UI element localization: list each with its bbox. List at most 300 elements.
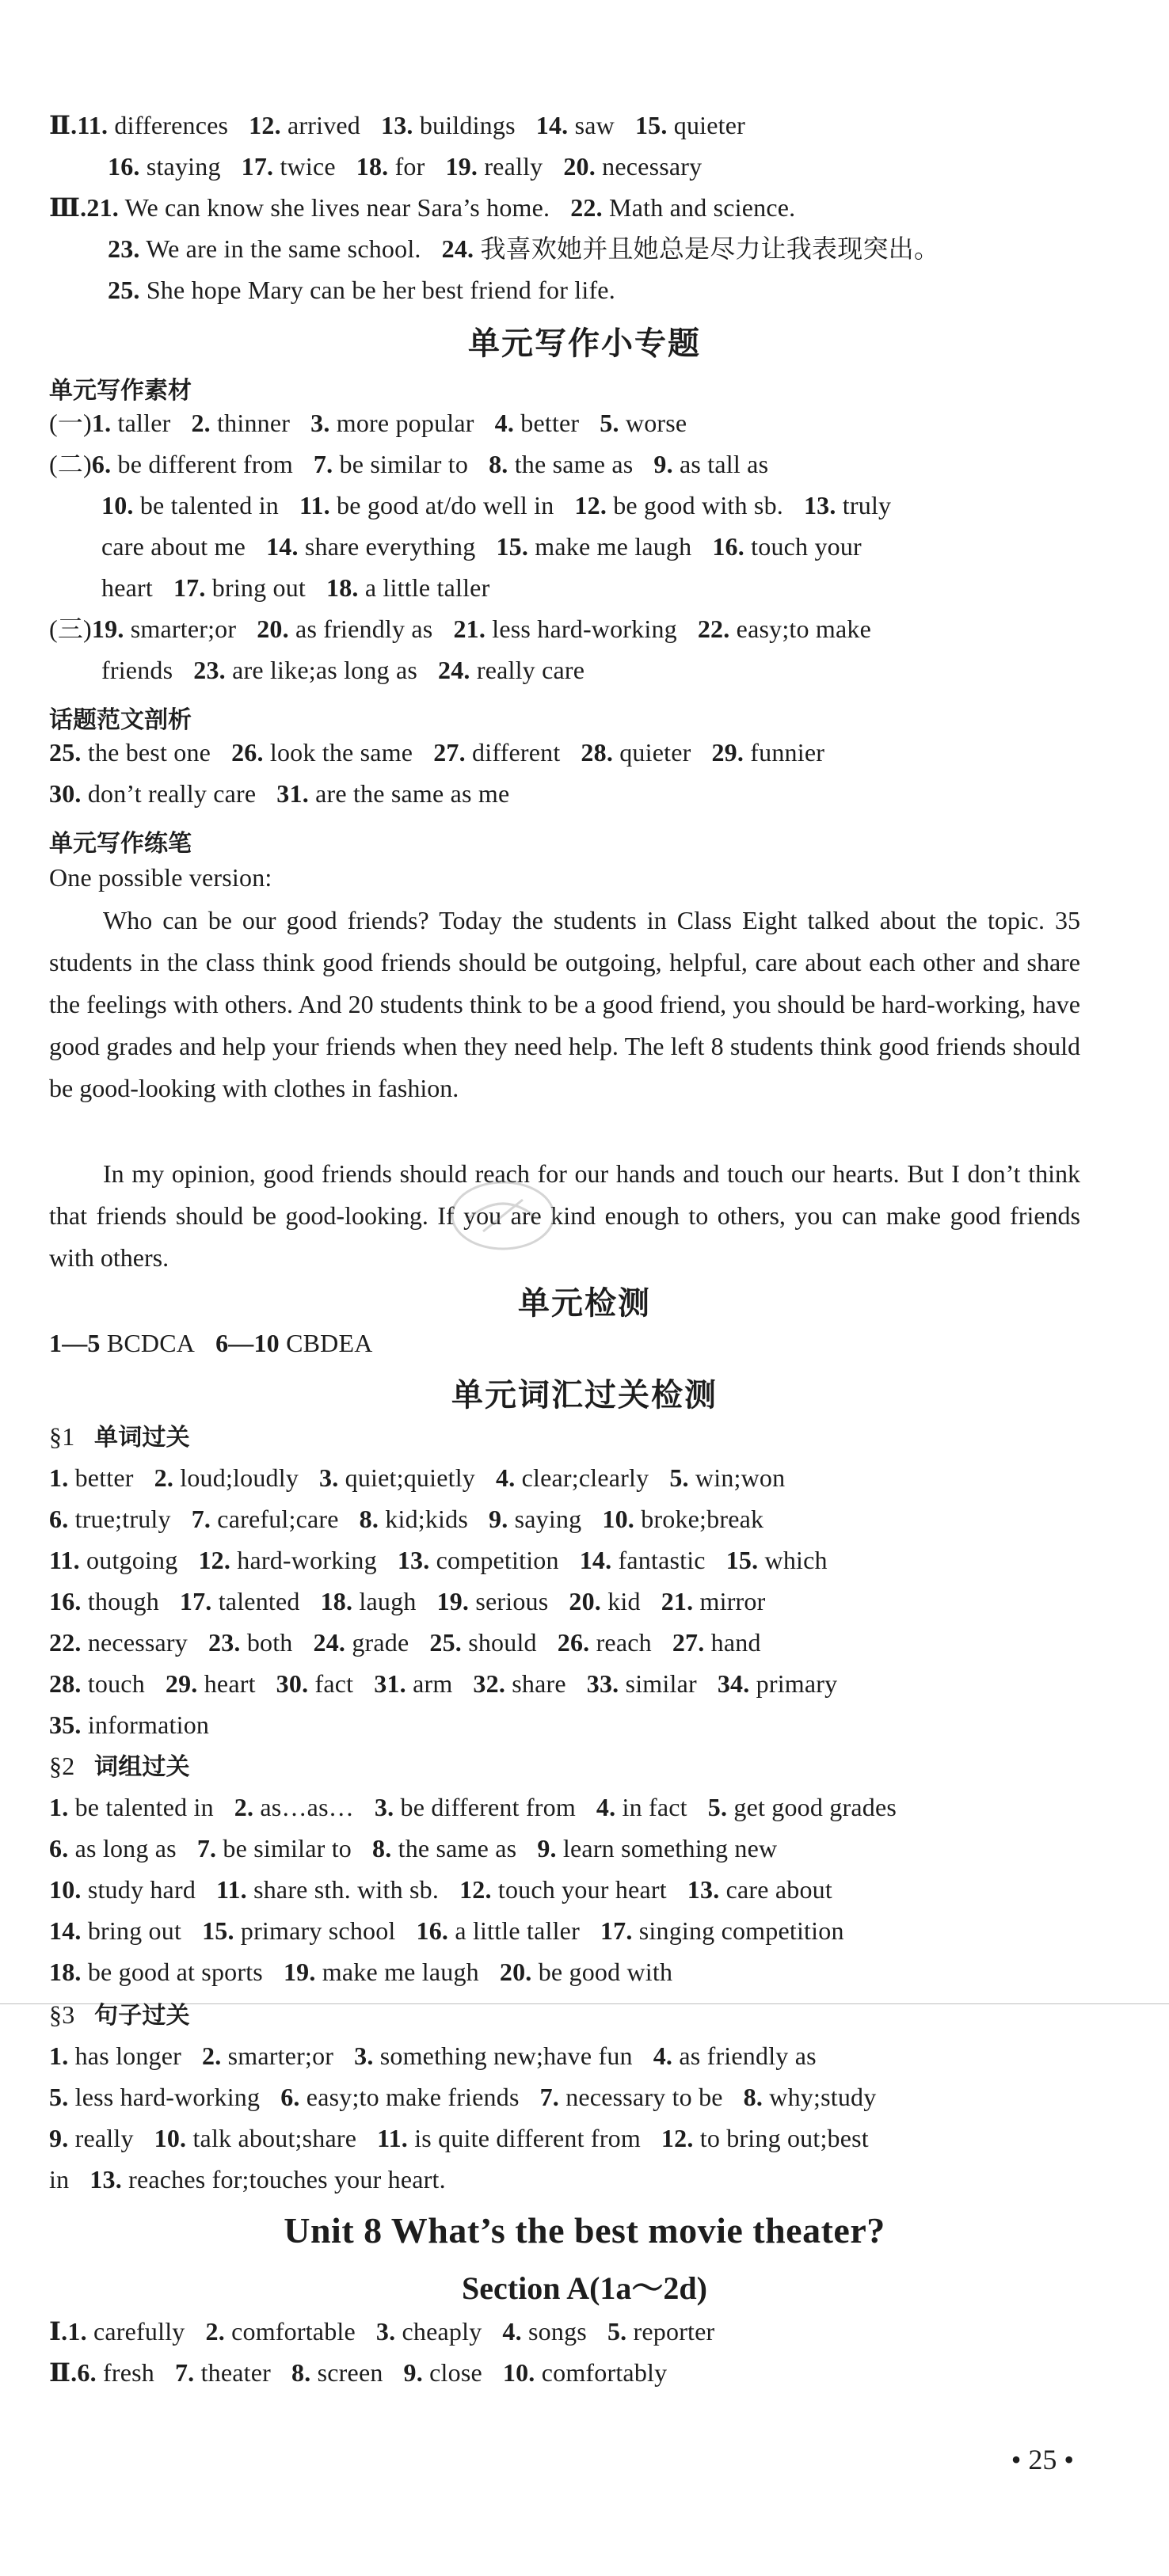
item-number: 16. — [49, 1587, 82, 1615]
item-answer: really — [484, 152, 543, 181]
item-answer: close — [429, 2358, 482, 2387]
item-number: 5. — [707, 1793, 728, 1821]
item-answer: Math and science. — [609, 193, 796, 222]
item-answer: CBDEA — [286, 1329, 373, 1357]
item-answer: careful;care — [217, 1505, 339, 1533]
item-answer: care about me — [101, 532, 246, 561]
answer-item — [602, 1505, 763, 1533]
item-answer: study hard — [87, 1875, 196, 1904]
item-answer: buildings — [419, 111, 516, 139]
answer-item — [446, 152, 543, 181]
answer-item — [744, 2083, 877, 2111]
answer-item — [101, 573, 153, 602]
answer-item — [49, 1875, 196, 1904]
answer-item — [495, 409, 580, 437]
answer-item — [661, 2124, 869, 2152]
subsection-header: §2 词组过关 — [49, 1752, 190, 1781]
answer-item — [257, 615, 432, 643]
answer-line — [101, 572, 1129, 603]
answer-item — [166, 1669, 256, 1698]
page-number: • 25 • — [1011, 2444, 1074, 2475]
answer-item — [216, 1875, 439, 1904]
item-answer: be different from — [117, 450, 293, 478]
item-answer: outgoing — [86, 1546, 178, 1574]
answer-item — [417, 1916, 580, 1945]
item-answer: songs — [528, 2317, 587, 2346]
answer-item — [276, 1669, 354, 1698]
item-answer: really care — [476, 656, 585, 684]
answer-line — [49, 1544, 1129, 1576]
item-number: 2. — [154, 1463, 174, 1492]
item-number: 7. — [174, 2358, 195, 2387]
answer-item — [635, 111, 745, 139]
answer-item — [375, 1793, 576, 1821]
item-number: 3. — [354, 2041, 374, 2070]
answer-item — [314, 450, 468, 478]
item-number: 14. — [579, 1546, 612, 1574]
item-answer: kid — [607, 1587, 641, 1615]
answer-item — [459, 1875, 667, 1904]
item-number: 23. — [108, 234, 140, 263]
item-number: 16. — [108, 152, 140, 181]
answer-item — [537, 1834, 777, 1863]
item-number: 23. — [193, 656, 226, 684]
answer-line — [49, 613, 1129, 645]
item-number: 8. — [291, 2358, 311, 2387]
item-number: 10. — [602, 1505, 634, 1533]
item-number: 7. — [313, 450, 333, 478]
subsection-header: §3 句子过关 — [49, 2000, 190, 2030]
item-number: 6. — [77, 2358, 97, 2387]
answer-line — [49, 2081, 1129, 2113]
answer-item — [77, 2358, 154, 2387]
item-answer: quieter — [673, 111, 745, 139]
answer-item — [92, 409, 171, 437]
item-number: 29. — [711, 738, 744, 767]
item-number: 18. — [326, 573, 359, 602]
item-answer: similar — [625, 1669, 697, 1698]
answer-item — [49, 1546, 177, 1574]
item-number: 3. — [319, 1463, 339, 1492]
answer-item — [49, 1710, 209, 1739]
item-number: 11. — [77, 111, 109, 139]
answer-item — [108, 152, 221, 181]
answer-line — [49, 1709, 1129, 1741]
item-answer: less hard-working — [74, 2083, 261, 2111]
item-answer: talk about;share — [192, 2124, 357, 2152]
item-number: 17. — [241, 152, 274, 181]
item-number: 4. — [494, 409, 515, 437]
answer-item — [101, 532, 246, 561]
item-answer: loud;loudly — [180, 1463, 299, 1492]
item-number: 2. — [205, 2317, 225, 2346]
item-number: 22. — [570, 193, 603, 222]
item-number: 9. — [537, 1834, 557, 1863]
answer-item — [587, 1669, 697, 1698]
item-answer: share everything — [304, 532, 476, 561]
answer-item — [49, 2041, 181, 2070]
answer-item — [49, 1587, 159, 1615]
item-answer: be good at/do well in — [337, 491, 554, 519]
item-answer: be talented in — [74, 1793, 214, 1821]
answer-line — [101, 654, 1129, 686]
item-number: 17. — [600, 1916, 633, 1945]
answer-item — [49, 779, 256, 808]
item-number: 1. — [91, 409, 112, 437]
item-number: 3. — [310, 409, 330, 437]
item-number: 15. — [202, 1916, 234, 1945]
item-answer: less hard-working — [492, 615, 677, 643]
answer-item — [86, 193, 550, 222]
answer-item — [433, 738, 560, 767]
item-number: 9. — [49, 2124, 69, 2152]
answer-item — [284, 1958, 479, 1986]
answer-line — [49, 1956, 1129, 1988]
item-number: 19. — [436, 1587, 470, 1615]
answer-item — [234, 1793, 354, 1821]
item-answer: the same as — [398, 1834, 517, 1863]
item-answer: make me laugh — [535, 532, 692, 561]
answer-item — [374, 1669, 452, 1698]
answer-line — [49, 1327, 1129, 1359]
item-number: 5. — [600, 409, 619, 437]
item-number: 12. — [249, 111, 281, 139]
item-number: 3. — [375, 2317, 396, 2346]
answer-item — [381, 111, 516, 139]
item-answer: should — [468, 1628, 537, 1657]
section-title-writing: 单元写作小专题 — [468, 325, 701, 362]
answer-item — [154, 2124, 357, 2152]
answer-item — [49, 2165, 69, 2194]
answer-item — [92, 615, 236, 643]
item-answer: mirror — [699, 1587, 766, 1615]
item-number: 13. — [397, 1546, 430, 1574]
item-answer: make me laugh — [322, 1958, 479, 1986]
item-number: 15. — [496, 532, 529, 561]
answer-item — [711, 738, 824, 767]
answer-item — [376, 2317, 482, 2346]
answer-line — [49, 1832, 1129, 1864]
roman-numeral: Ⅱ. — [49, 2358, 78, 2387]
item-number: 32. — [473, 1669, 506, 1698]
answer-item — [580, 1546, 706, 1574]
item-answer: true;truly — [74, 1505, 171, 1533]
answer-item — [192, 1505, 339, 1533]
item-answer: a little taller — [455, 1916, 580, 1945]
item-answer: as tall as — [680, 450, 769, 478]
item-answer: kid;kids — [385, 1505, 469, 1533]
answer-item — [653, 450, 768, 478]
answer-item — [266, 532, 475, 561]
essay-paragraph-1: Who can be our good friends? Today the students in Class Eight talked about the topic. 35 students in the class think good friends should be outgoing, helpful, care about each other and share the feelings with others. And 20 students think to be a good friend, you should be hard-working, have good grades and help your friends when they need help. The left 8 students think good friends should be good-looking with clothes in fashion. — [49, 906, 1080, 1102]
item-answer: learn something new — [562, 1834, 778, 1863]
item-number: 16. — [416, 1916, 449, 1945]
item-number: 6. — [280, 2083, 300, 2111]
answer-item — [726, 1546, 828, 1574]
item-number: 6—10 — [215, 1329, 280, 1357]
answer-item — [540, 2083, 723, 2111]
answer-item — [563, 152, 702, 181]
item-answer: be good with sb. — [613, 491, 783, 519]
answer-item — [489, 450, 633, 478]
answer-item — [473, 1669, 565, 1698]
item-answer: be good with — [538, 1958, 673, 1986]
item-number: 11. — [299, 491, 330, 519]
item-answer: saying — [514, 1505, 582, 1533]
answer-item — [536, 111, 615, 139]
item-number: 25. — [49, 738, 82, 767]
answer-line — [101, 489, 1129, 521]
item-answer: get good grades — [733, 1793, 897, 1821]
answer-line — [49, 1791, 1129, 1823]
item-number: 5. — [669, 1463, 689, 1492]
item-answer: friends — [101, 656, 173, 684]
item-number: 1. — [49, 1793, 69, 1821]
answer-item — [49, 1793, 214, 1821]
item-answer: touch — [87, 1669, 145, 1698]
answer-item — [500, 1958, 672, 1986]
item-answer: primary school — [240, 1916, 396, 1945]
item-answer: for — [394, 152, 425, 181]
item-answer: care about — [725, 1875, 832, 1904]
item-number: 10. — [101, 491, 134, 519]
answer-item — [377, 2124, 641, 2152]
answer-item — [249, 111, 360, 139]
unit-title: Unit 8 What’s the best movie theater? — [284, 2210, 885, 2251]
item-answer: arm — [413, 1669, 453, 1698]
item-answer: be similar to — [223, 1834, 352, 1863]
answer-item — [489, 1505, 581, 1533]
answer-item — [712, 532, 862, 561]
answer-item — [276, 779, 509, 808]
item-answer: as friendly as — [679, 2041, 817, 2070]
answer-line — [49, 407, 1129, 439]
item-answer: in fact — [622, 1793, 687, 1821]
answer-item — [354, 2041, 633, 2070]
item-answer: touch your heart — [497, 1875, 667, 1904]
answer-line — [49, 1627, 1129, 1658]
item-answer: which — [764, 1546, 828, 1574]
answer-item — [49, 1669, 145, 1698]
item-answer: a little taller — [364, 573, 490, 602]
answer-item — [503, 2358, 667, 2387]
item-number: 9. — [489, 1505, 508, 1533]
answer-item — [570, 193, 795, 222]
answer-item — [453, 615, 676, 643]
answer-item — [215, 1329, 372, 1357]
item-answer: BCDCA — [106, 1329, 196, 1357]
item-number: 22. — [49, 1628, 82, 1657]
item-number: 26. — [231, 738, 264, 767]
answer-item — [569, 1587, 640, 1615]
item-answer: easy;to make friends — [306, 2083, 520, 2111]
item-answer: quieter — [619, 738, 691, 767]
answer-item — [698, 615, 871, 643]
item-answer: worse — [625, 409, 687, 437]
item-answer: funnier — [750, 738, 825, 767]
item-number: 17. — [173, 573, 206, 602]
answer-line — [49, 736, 1129, 768]
item-answer: the same as — [514, 450, 634, 478]
item-number: 10. — [154, 2124, 187, 2152]
item-answer: differences — [114, 111, 229, 139]
item-number: 18. — [49, 1958, 82, 1986]
item-answer: really — [74, 2124, 134, 2152]
answer-item — [398, 1546, 559, 1574]
item-number: 31. — [374, 1669, 406, 1698]
item-number: 13. — [381, 111, 413, 139]
item-number: 31. — [276, 779, 309, 808]
item-number: 11. — [377, 2124, 408, 2152]
item-answer: competition — [436, 1546, 559, 1574]
item-answer: fantastic — [618, 1546, 706, 1574]
answer-line — [49, 2163, 1129, 2195]
item-answer: to bring out;best — [699, 2124, 869, 2152]
item-answer: smarter;or — [130, 615, 237, 643]
item-number: 6. — [91, 450, 112, 478]
item-answer: don’t really care — [87, 779, 257, 808]
item-answer: heart — [101, 573, 153, 602]
item-number: 2. — [191, 409, 211, 437]
answer-item — [496, 1463, 649, 1492]
item-number: 11. — [49, 1546, 80, 1574]
subheading-material: 单元写作素材 — [49, 377, 192, 405]
answer-item — [101, 656, 173, 684]
answer-item — [442, 234, 939, 263]
answer-item — [108, 234, 421, 263]
item-answer: more popular — [336, 409, 474, 437]
item-answer: be similar to — [339, 450, 469, 478]
item-answer: broke;break — [641, 1505, 764, 1533]
item-answer: laugh — [359, 1587, 417, 1615]
item-answer: fresh — [102, 2358, 154, 2387]
item-number: 10. — [502, 2358, 535, 2387]
item-number: 1. — [49, 1463, 69, 1492]
item-number: 34. — [717, 1669, 750, 1698]
section-title-test: 单元检测 — [518, 1285, 651, 1322]
answer-item — [49, 1463, 134, 1492]
answer-item — [77, 111, 228, 139]
answer-line — [49, 2122, 1129, 2154]
answer-item — [242, 152, 336, 181]
item-answer: in — [49, 2165, 70, 2194]
subheading-practice: 单元写作练笔 — [49, 830, 192, 858]
item-answer: bring out — [87, 1916, 182, 1945]
item-answer: better — [74, 1463, 134, 1492]
item-answer: both — [246, 1628, 293, 1657]
item-number: 4. — [596, 1793, 616, 1821]
item-number: 28. — [581, 738, 614, 767]
item-answer: grade — [352, 1628, 409, 1657]
item-answer: be talented in — [139, 491, 279, 519]
item-answer: She hope Mary can be her best friend for life. — [146, 276, 615, 304]
answer-item — [437, 1587, 549, 1615]
item-number: 25. — [108, 276, 140, 304]
item-number: 5. — [49, 2083, 69, 2111]
answer-item — [319, 1463, 475, 1492]
item-number: 14. — [266, 532, 299, 561]
answer-item — [653, 2041, 817, 2070]
item-number: 11. — [216, 1875, 247, 1904]
answer-item — [672, 1628, 761, 1657]
answer-item — [496, 532, 691, 561]
item-answer: has longer — [74, 2041, 182, 2070]
item-number: 30. — [276, 1669, 309, 1698]
item-number: 12. — [459, 1875, 492, 1904]
item-number: 24. — [313, 1628, 346, 1657]
item-answer: reach — [596, 1628, 652, 1657]
answer-item — [180, 1587, 300, 1615]
item-answer: easy;to make — [736, 615, 872, 643]
item-answer: as…as… — [260, 1793, 354, 1821]
answer-item — [202, 1916, 395, 1945]
item-number: 13. — [803, 491, 836, 519]
item-answer: We can know she lives near Sara’s home. — [124, 193, 550, 222]
item-answer: primary — [756, 1669, 838, 1698]
roman-numeral: Ⅲ. — [49, 193, 87, 222]
item-answer: clear;clearly — [521, 1463, 649, 1492]
item-number: 21. — [453, 615, 486, 643]
answer-line — [49, 192, 1129, 223]
item-number: 1. — [49, 2041, 69, 2070]
item-answer: singing competition — [638, 1916, 844, 1945]
item-answer: different — [472, 738, 561, 767]
answer-line — [49, 2315, 1129, 2347]
answer-item — [326, 573, 489, 602]
item-answer: information — [87, 1710, 210, 1739]
answer-line — [49, 1585, 1129, 1617]
answer-line — [108, 233, 1129, 264]
watermark-stamp-icon — [444, 1172, 562, 1259]
item-number: 19. — [91, 615, 124, 643]
answer-item — [198, 1546, 376, 1574]
item-number: 7. — [539, 2083, 559, 2111]
answer-item — [89, 2165, 446, 2194]
item-answer: share — [512, 1669, 566, 1698]
item-answer: are the same as me — [315, 779, 510, 808]
item-answer: cheaply — [402, 2317, 482, 2346]
answer-item — [299, 491, 554, 519]
item-answer: fact — [314, 1669, 354, 1698]
answer-item — [108, 276, 615, 304]
item-number: 18. — [356, 152, 389, 181]
answer-item — [206, 2317, 356, 2346]
item-number: 4. — [653, 2041, 673, 2070]
answer-item — [558, 1628, 652, 1657]
item-answer: are like;as long as — [232, 656, 418, 684]
item-answer: carefully — [93, 2317, 185, 2346]
item-answer: necessary to be — [565, 2083, 723, 2111]
item-number: 12. — [661, 2124, 694, 2152]
item-number: 23. — [208, 1628, 241, 1657]
answer-item — [173, 573, 306, 602]
item-number: 20. — [499, 1958, 532, 1986]
item-answer: as long as — [74, 1834, 177, 1863]
answer-item — [49, 1916, 181, 1945]
answer-item — [669, 1463, 785, 1492]
answer-item — [321, 1587, 417, 1615]
item-number: 15. — [725, 1546, 759, 1574]
answer-line — [49, 1874, 1129, 1905]
item-number: 12. — [198, 1546, 231, 1574]
answer-item — [49, 1329, 195, 1357]
item-number: 35. — [49, 1710, 82, 1739]
answer-item — [718, 1669, 838, 1698]
item-answer: thinner — [217, 409, 291, 437]
item-answer: quiet;quietly — [345, 1463, 475, 1492]
version-label: One possible version: — [49, 863, 272, 892]
item-number: 19. — [445, 152, 478, 181]
